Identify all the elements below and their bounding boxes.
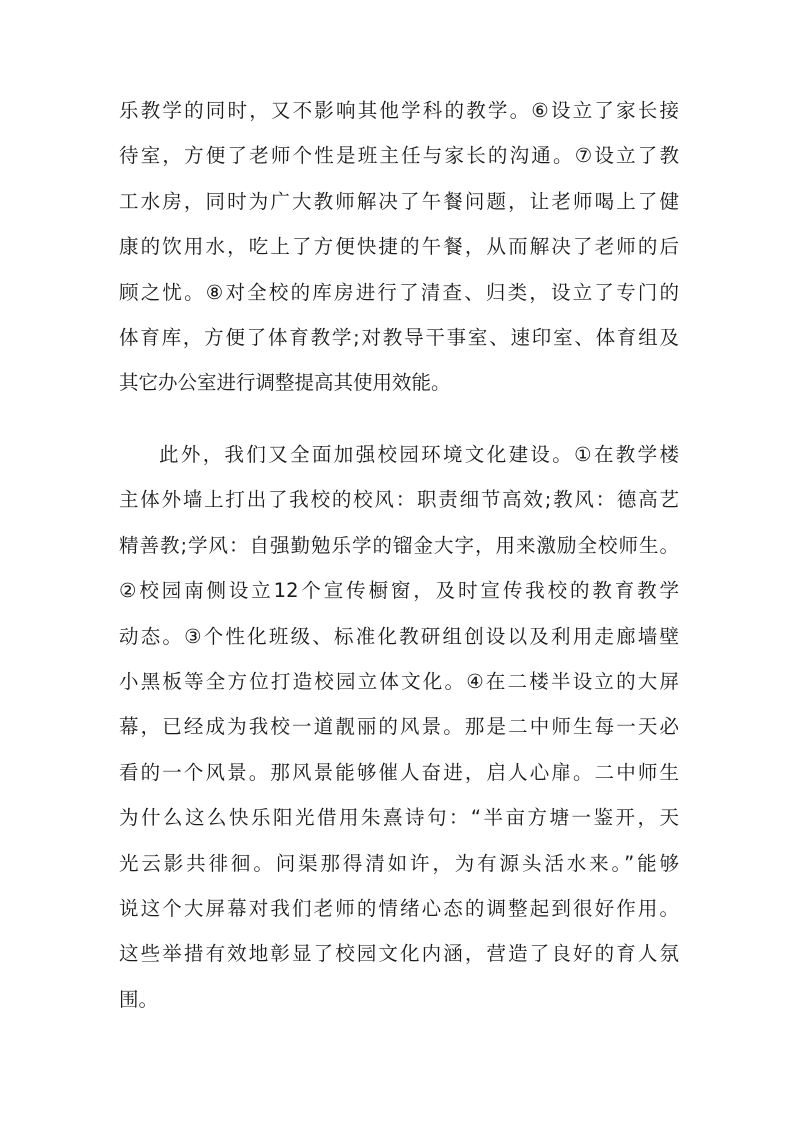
text-line: 看的一个风景。那风景能够催人奋进，启人心扉。二中师生	[119, 760, 679, 784]
text-line: 顾之忧。⑧对全校的库房进行了清查、归类，设立了专门的	[119, 280, 679, 304]
text-line: 为什么这么快乐阳光借用朱熹诗句：“半亩方塘一鉴开，天	[119, 806, 679, 830]
text-line: 康的饮用水，吃上了方便快捷的午餐，从而解决了老师的后	[119, 235, 679, 259]
text-line: 乐教学的同时，又不影响其他学科的教学。⑥设立了家长接	[119, 99, 679, 122]
text-line: 这些举措有效地彰显了校园文化内涵，营造了良好的育人氛	[119, 942, 679, 966]
text-line: 待室，方便了老师个性是班主任与家长的沟通。⑦设立了教	[119, 144, 679, 168]
text-line: 围。	[119, 987, 159, 1011]
paragraph-campus-culture	[119, 432, 679, 1022]
text-line: 此外，我们又全面加强校园环境文化建设。①在教学楼	[159, 443, 679, 466]
text-line: 精善教;学风：自强勤勉乐学的镏金大字，用来激励全校师生。	[119, 533, 679, 557]
paragraph-facilities	[119, 88, 679, 406]
text-line: 光云影共徘徊。问渠那得清如许，为有源头活水来。”能够	[119, 851, 679, 875]
text-line: 小黑板等全方位打造校园立体文化。④在二楼半设立的大屏	[119, 669, 679, 693]
text-line: 体育库，方便了体育教学;对教导干事室、速印室、体育组及	[119, 325, 679, 349]
text-line: 其它办公室进行调整提高其使用效能。	[119, 371, 451, 395]
text-line: 说这个大屏幕对我们老师的情绪心态的调整起到很好作用。	[119, 896, 679, 920]
text-line: 动态。③个性化班级、标准化教研组创设以及利用走廊墙壁	[119, 624, 679, 648]
text-line: 工水房，同时为广大教师解决了午餐问题，让老师喝上了健	[119, 189, 679, 213]
text-line: 幕，已经成为我校一道靓丽的风景。那是二中师生每一天必	[119, 715, 679, 739]
text-line: 主体外墙上打出了我校的校风：职责细节高效;教风：德高艺	[119, 488, 679, 512]
text-line: ②校园南侧设立12个宣传橱窗，及时宣传我校的教育教学	[119, 579, 679, 603]
